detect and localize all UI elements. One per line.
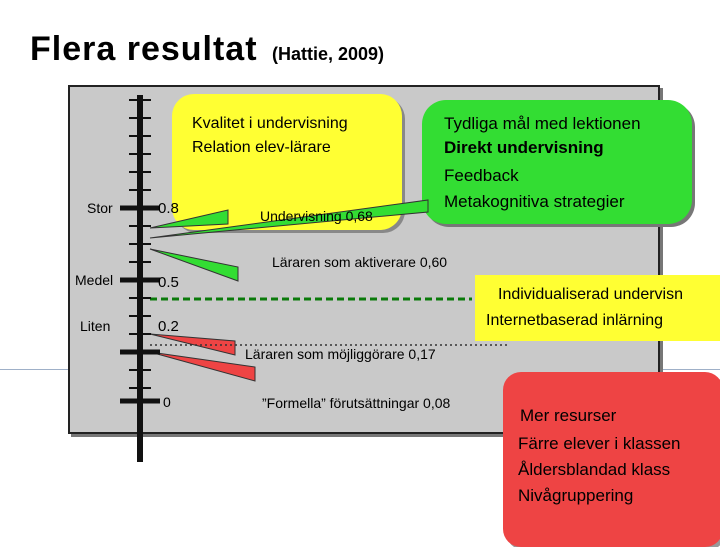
quality-line-1: Kvalitet i undervisning — [192, 115, 348, 132]
goals-line-4: Metakognitiva strategier — [444, 192, 625, 211]
scale-word-medel: Medel — [75, 272, 114, 288]
quality-sub-label: Undervisning 0,68 — [260, 208, 373, 224]
scale-word-stor: Stor — [87, 200, 113, 216]
pointer-facilitator — [150, 334, 235, 355]
formal-label: ”Formella” förutsättningar 0,08 — [262, 395, 451, 411]
resources-line-2: Färre elever i klassen — [518, 434, 681, 453]
resources-line-4: Nivågruppering — [518, 486, 634, 505]
scale-word-liten: Liten — [80, 318, 111, 334]
scale-value-0.2: 0.2 — [158, 318, 179, 335]
quality-line-2: Relation elev-lärare — [192, 139, 331, 156]
activator-label: Läraren som aktiverare 0,60 — [272, 254, 448, 270]
resources-line-3: Åldersblandad klass — [518, 460, 671, 479]
scale-value-0.5: 0.5 — [158, 274, 179, 291]
goals-line-3: Feedback — [444, 166, 519, 185]
individualized-line-1: Individualiserad undervisn — [498, 286, 683, 303]
title-citation: (Hattie, 2009) — [271, 44, 385, 64]
individualized-text-clip — [475, 275, 720, 341]
goals-line-1: Tydliga mål med lektionen — [444, 114, 641, 133]
facilitator-label: Läraren som möjliggörare 0,17 — [245, 346, 436, 362]
individualized-line-2: Internetbaserad inlärning — [486, 312, 664, 329]
resources-line-1: Mer resurser — [520, 406, 617, 425]
scale-value-0.8: 0.8 — [158, 200, 179, 217]
title-main: Flera resultat — [30, 30, 258, 68]
scale-value-0: 0 — [163, 394, 171, 410]
goals-line-2: Direkt undervisning — [444, 138, 604, 157]
pointer-formal — [150, 352, 255, 381]
